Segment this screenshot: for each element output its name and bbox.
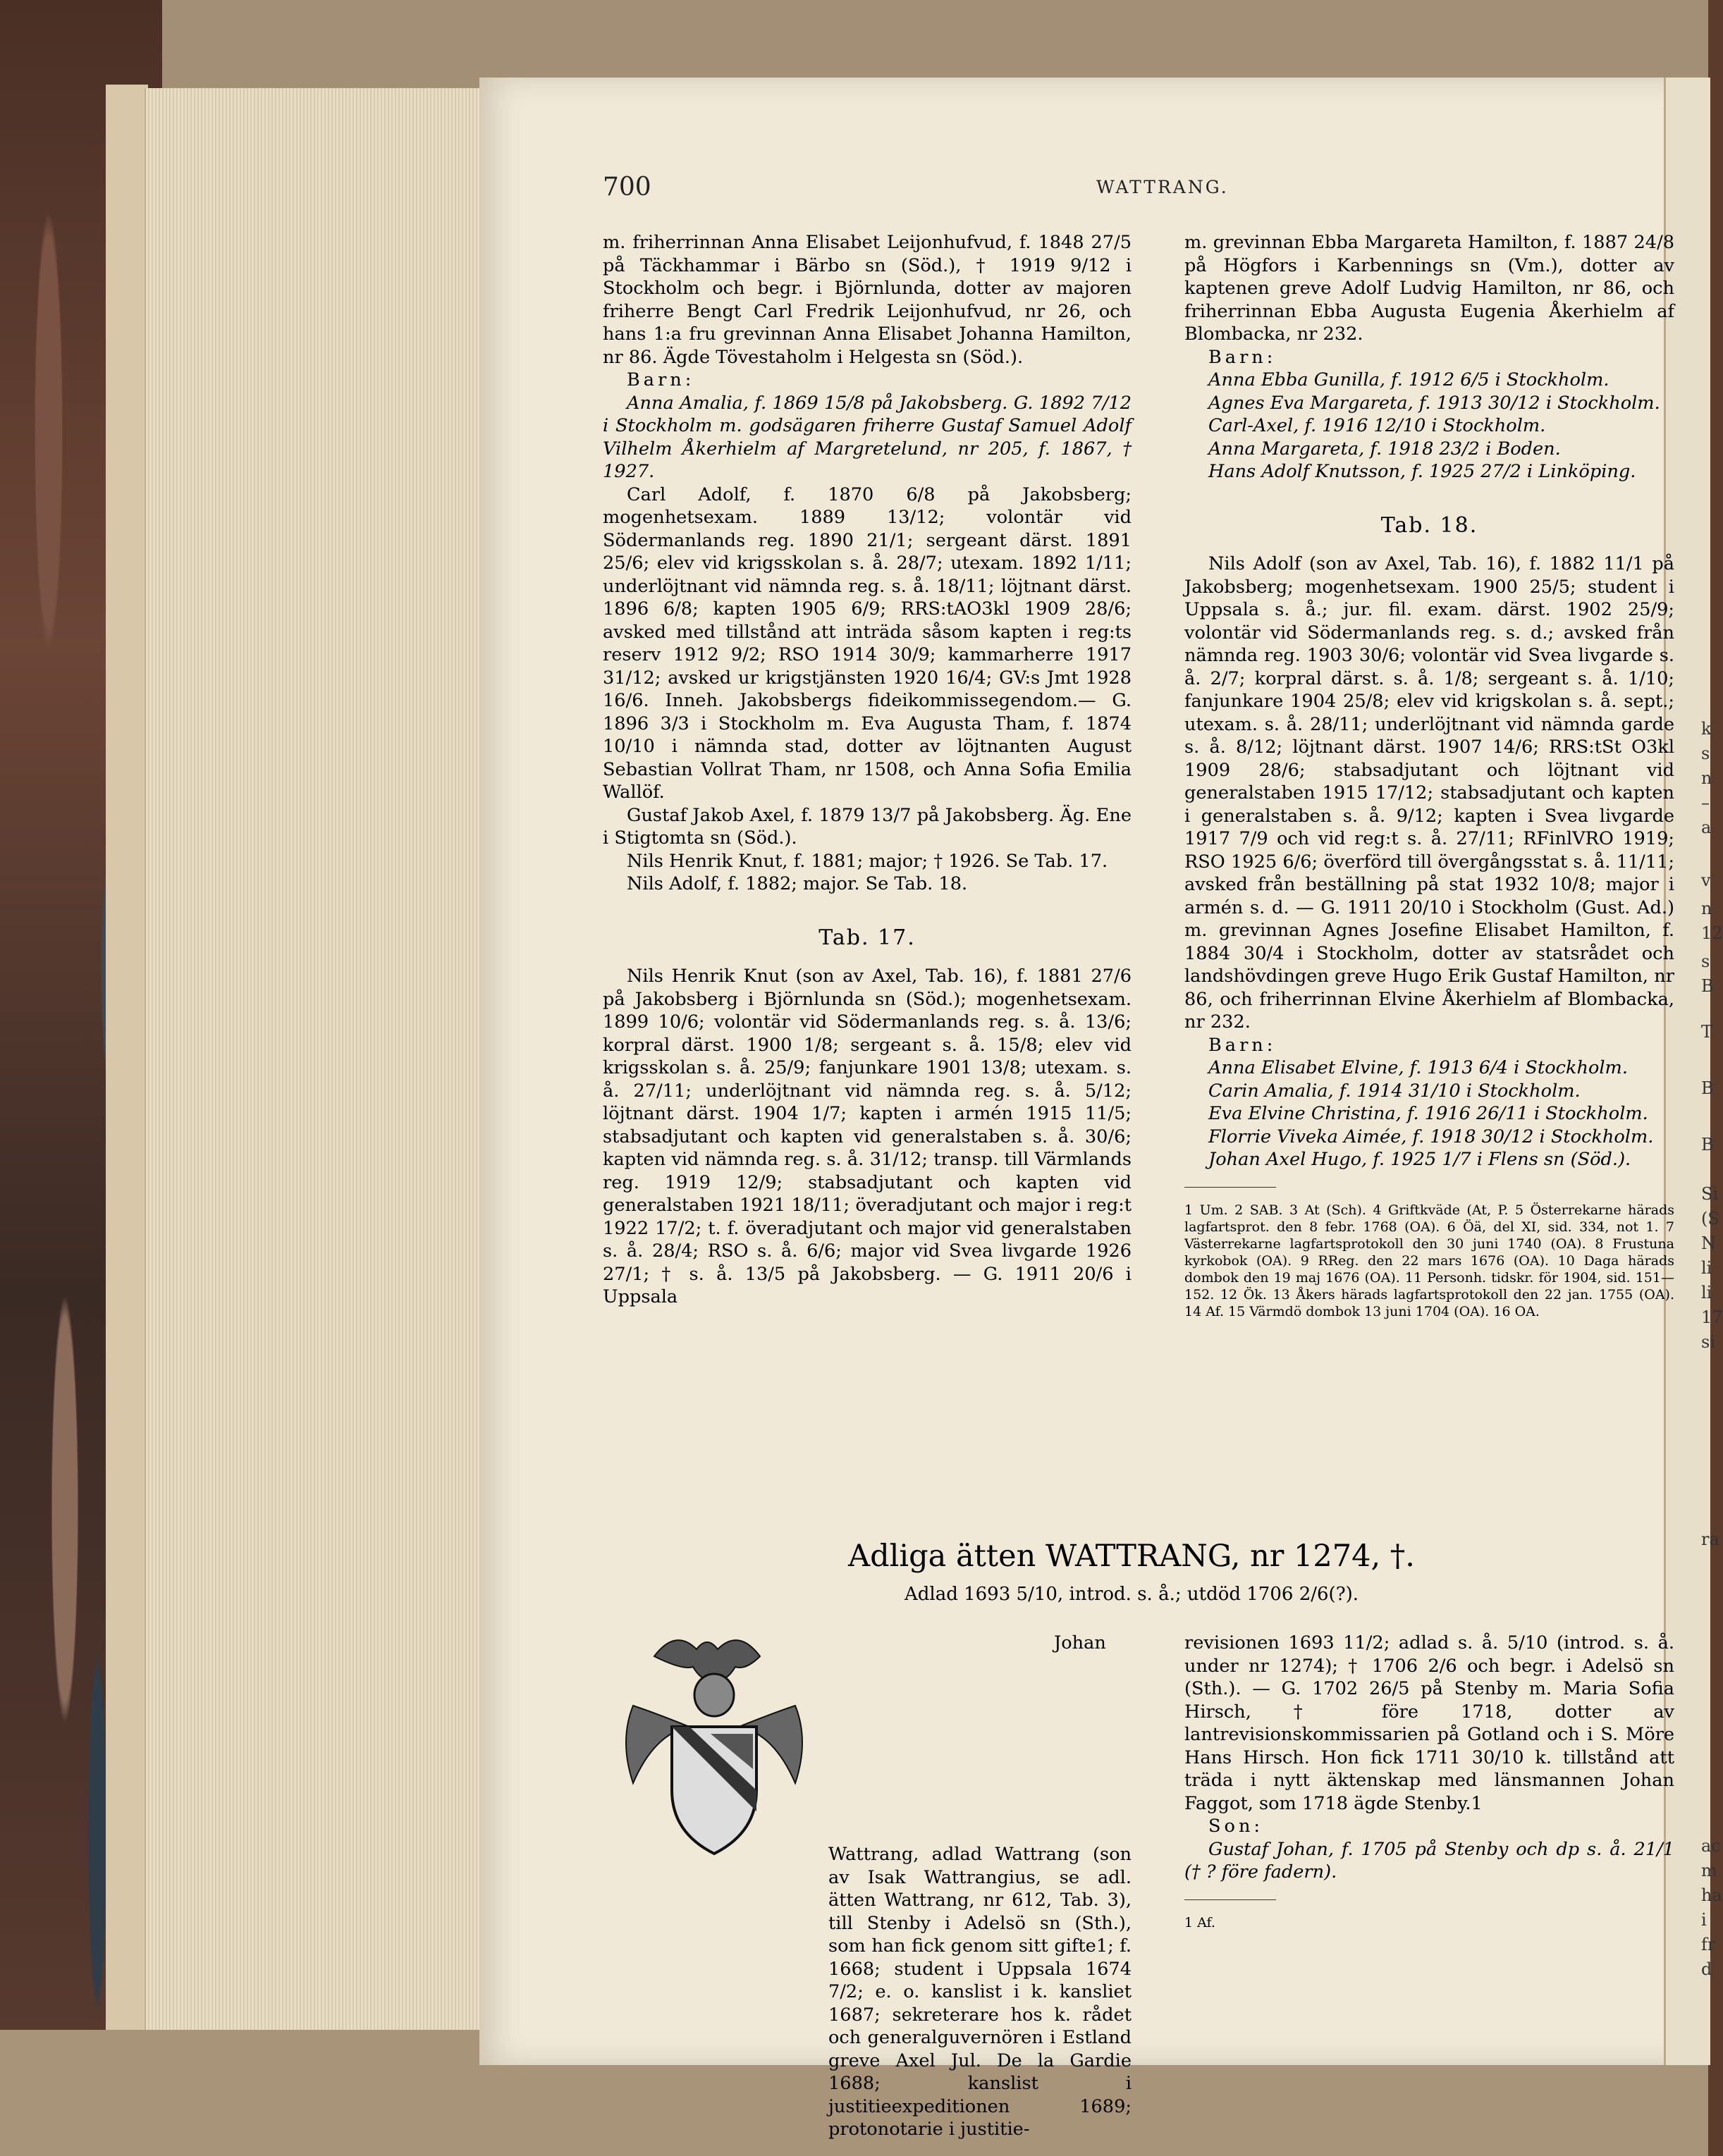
children-heading: Barn:	[627, 369, 695, 390]
margin-fragment: si	[1701, 1332, 1715, 1352]
margin-fragment: v	[1701, 870, 1711, 890]
footnotes: 1 Um. 2 SAB. 3 At (Sch). 4 Griftkväde (At, P. 5 Österrekarne härads lagfartsprot. den 8 febr. 1768 (OA). 6 Öä, del XI, sid. 334, not 1. 7 Västerrekarne lagfartsprotokoll den 30 juni 1740 (OA). 8 Frustuna kyrkobok (OA). 9 RReg. den 22 mars 1676 (OA). 10 Daga härads dombok den 19 maj 1676 (OA). 11 Personh. tidskr. för 1904, sid. 151—152. 12 Ök. 13 Åkers härads lagfartsprotokoll den 22 jan. 1755 (OA). 14 Af. 15 Värmdö dombok 13 juni 1704 (OA). 16 OA.	[1184, 1202, 1674, 1319]
margin-fragment: Si	[1701, 1184, 1719, 1204]
child-entry: Nils Henrik Knut, f. 1881; major; † 1926. Se Tab. 17.	[627, 850, 1108, 872]
section-left-column	[603, 1632, 1132, 2141]
margin-fragment: N	[1701, 1233, 1716, 1253]
margin-fragment: d	[1701, 1959, 1712, 1979]
child-entry: Gustaf Jakob Axel, f. 1879 13/7 på Jakobsberg. Äg. Ene i Stigtomta sn (Söd.).	[603, 804, 1132, 849]
children-heading: Barn:	[1208, 346, 1277, 368]
margin-fragment: B	[1701, 1135, 1714, 1154]
margin-fragment: n	[1701, 899, 1712, 918]
footnote-rule	[1184, 1187, 1276, 1188]
margin-fragment: fr	[1701, 1935, 1716, 1954]
child-entry: Nils Adolf, f. 1882; major. Se Tab. 18.	[627, 873, 968, 894]
section-subtitle: Adlad 1693 5/10, introd. s. å.; utdöd 1706 2/6(?).	[904, 1584, 1359, 1605]
right-column	[1184, 231, 1674, 1320]
footnotes: 1 Af.	[1184, 1914, 1215, 1930]
margin-fragment: li	[1701, 1283, 1712, 1302]
section-right-column	[1184, 1632, 1674, 1931]
footnote-rule	[1184, 1899, 1276, 1900]
child-entry: Hans Adolf Knutsson, f. 1925 27/2 i Linköping.	[1208, 461, 1636, 482]
margin-fragment: ha	[1701, 1885, 1722, 1905]
margin-fragment: 17	[1701, 1307, 1723, 1327]
cover-edge	[106, 85, 148, 2044]
margin-fragment: k	[1701, 719, 1712, 739]
paragraph: m. grevinnan Ebba Margareta Hamilton, f. 1887 24/8 på Högfors i Karbennings sn (Vm.), dotter av kaptenen greve Adolf Ludvig Hamilton, nr 86, och friherrinnan Ebba Augusta Eugenia Åkerhielm af Blombacka, nr 232.	[1184, 232, 1674, 345]
paragraph: m. friherrinnan Anna Elisabet Leijonhufvud, f. 1848 27/5 på Täckhammar i Bärbo sn (Söd.), † 1919 9/12 i Stockholm och begr. i Björnlunda, dotter av majoren friherre Bengt Carl Fredrik Leijonhufvud, nr 26, och hans 1:a fru grevinnan Anna Elisabet Johanna Hamilton, nr 86. Ägde Tövestaholm i Helgesta sn (Söd.).	[603, 232, 1132, 368]
child-entry: Carl Adolf, f. 1870 6/8 på Jakobsberg; mogenhetsexam. 1889 13/12; volontär vid Södermanlands reg. 1890 21/1; sergeant därst. 1891 25/6; elev vid krigsskolan s. å. 28/7; utexam. 1892 1/11; underlöjtnant vid nämnda reg. s. å. 18/11; löjtnant därst. 1896 6/8; kapten 1905 6/9; RRS:tAO3kl 1909 28/6; avsked med tillstånd att inträda såsom kapten i reg:ts reserv 1912 9/2; RSO 1914 30/9; kammarherre 1917 31/12; avsked ur krigstjänsten 1920 16/4; GV:s Jmt 1928 16/6. Inneh. Jakobsbergs fideikommissegendom.— G. 1896 3/3 i Stockholm m. Eva Augusta Tham, f. 1874 10/10 i nämnda stad, dotter av löjtnanten August Sebastian Vollrat Tham, nr 1508, och Anna Sofia Emilia Wallöf.	[603, 483, 1132, 803]
margin-fragment: ac	[1701, 1836, 1721, 1856]
section-title: Adliga ätten WATTRANG, nr 1274, †.	[848, 1539, 1415, 1574]
page-stack	[145, 88, 484, 2033]
son-heading: Son:	[1208, 1816, 1264, 1837]
paragraph: Nils Henrik Knut (son av Axel, Tab. 16), f. 1881 27/6 på Jakobsberg i Björnlunda sn (Söd.); mogenhetsexam. 1899 10/6; volontär vid Södermanlands reg. s. å. 13/6; korpral därst. 1900 1/8; sergeant s. å. 15/8; elev vid krigsskolan s. å. 25/9; fanjunkare 1901 13/8; utexam. s. å. 27/11; underlöjtnant vid nämnda reg. s. å. 5/12; löjtnant därst. 1904 1/7; kapten i armén 1915 11/5; stabsadjutant och kapten vid generalstaben s. å. 30/6; kapten vid nämnda reg. s. å. 31/12; transp. till Värmlands reg. 1919 12/9; stabsadjutant och kapten vid generalstaben 1921 18/11; överadjutant och major i reg:t 1922 17/2; t. f. överadjutant och major vid generalstaben s. å. 28/4; RSO s. å. 6/6; major vid Svea livgarde 1926 27/1; † s. å. 13/5 på Jakobsberg. — G. 1911 20/6 i Uppsala	[603, 966, 1132, 1307]
child-entry: Anna Ebba Gunilla, f. 1912 6/5 i Stockholm.	[1208, 369, 1609, 390]
coat-of-arms-spacer	[828, 1632, 1054, 1843]
table-heading: Tab. 18.	[1380, 512, 1478, 538]
paragraph: revisionen 1693 11/2; adlad s. å. 5/10 (introd. s. å. under nr 1274); † 1706 2/6 och begr. i Adelsö sn (Sth.). — G. 1702 26/5 på Stenby m. Maria Sofia Hirsch, † före 1718, dotter av lantrevisionskommissarien på Gotland och i S. Möre Hans Hirsch. Hon fick 1711 30/10 k. tillstånd att träda i nytt äktenskap med länsmannen Johan Faggot, som 1718 ägde Stenby.1	[1184, 1632, 1674, 1814]
paragraph: Nils Adolf (son av Axel, Tab. 16), f. 1882 11/1 på Jakobsberg; mogenhetsexam. 1900 25/5; student i Uppsala s. å.; jur. fil. exam. därst. 1902 25/9; volontär vid Södermanlands reg. s. d.; avsked från nämnda reg. 1903 30/6; volontär vid Svea livgarde s. å. 2/7; korpral därst. s. å. 1/8; sergeant s. å. 1/10; fanjunkare 1904 25/8; elev vid krigskolan s. å. sept.; utexam. s. å. 28/11; underlöjtnant vid nämnda garde s. å. 8/12; löjtnant därst. 1907 14/6; RRS:tSt O3kl 1909 28/6; stabsadjutant och löjtnant vid generalstaben 1915 17/12; stabsadjutant och kapten i generalstaben s. å. 9/12; kapten i Svea livgarde 1917 7/9 och vid reg:t s. å. 27/11; RFinlVRO 1919; RSO 1925 6/6; överförd till övergångsstat s. å. 11/11; avsked från beställning på stat 1932 10/8; major i armén s. d. — G. 1911 20/10 i Stockholm (Gust. Ad.) m. grevinnan Agnes Josefine Elisabet Hamilton, f. 1884 30/4 i Stockholm, dotter av statsrådet och landshövdingen greve Hugo Erik Gustaf Hamilton, nr 86, och friherrinnan Elvine Åkerhielm af Blombacka, nr 232.	[1184, 553, 1674, 1033]
running-header	[603, 173, 1660, 201]
child-entry: Anna Margareta, f. 1918 23/2 i Boden.	[1208, 438, 1561, 460]
child-entry: Carl-Axel, f. 1916 12/10 i Stockholm.	[1208, 415, 1546, 436]
margin-fragment: m	[1701, 1861, 1717, 1880]
child-entry: Eva Elvine Christina, f. 1916 26/11 i Stockholm.	[1208, 1103, 1648, 1124]
margin-fragment: li	[1701, 1258, 1712, 1278]
margin-fragment: n	[1701, 768, 1712, 788]
paragraph: Johan Wattrang, adlad Wattrang (son av Isak Wattrangius, se adl. ätten Wattrang, nr 612, Tab. 3), till Stenby i Adelsö sn (Sth.), som han fick genom sitt gifte1; f. 1668; student i Uppsala 1674 7/2; e. o. kanslist i k. kansliet 1687; sekreterare hos k. rådet och generalguvernören i Estland greve Axel Jul. De la Gardie 1688; kanslist i justitieexpeditionen 1689; protonotarie i justitie-	[828, 1632, 1132, 2140]
margin-fragment: B	[1701, 976, 1714, 996]
margin-fragment: ra	[1701, 1529, 1719, 1549]
margin-fragment: T	[1701, 1022, 1713, 1042]
child-entry: Carin Amalia, f. 1914 31/10 i Stockholm.	[1208, 1080, 1581, 1102]
margin-fragment: (S	[1701, 1209, 1719, 1228]
child-entry: Anna Elisabet Elvine, f. 1913 6/4 i Stockholm.	[1208, 1057, 1628, 1078]
child-entry: Anna Amalia, f. 1869 15/8 på Jakobsberg. G. 1892 7/12 i Stockholm m. godsägaren friherre Gustaf Samuel Adolf Vilhelm Åkerhielm af Margretelund, nr 205, f. 1867, † 1927.	[603, 392, 1132, 482]
margin-fragment: s	[1701, 951, 1710, 971]
children-heading: Barn:	[1208, 1034, 1277, 1056]
margin-fragment: s	[1701, 744, 1710, 763]
page-number: 700	[603, 173, 651, 202]
margin-fragment: i	[1701, 1910, 1707, 1930]
running-title: WATTRANG.	[1096, 177, 1229, 197]
left-column	[603, 231, 1132, 1309]
margin-fragment: –	[1701, 793, 1710, 813]
child-entry: Gustaf Johan, f. 1705 på Stenby och dp s. å. 21/1 († ? före fadern).	[1184, 1838, 1674, 1883]
margin-fragment: 12	[1701, 923, 1723, 943]
margin-fragment: a	[1701, 818, 1712, 837]
child-entry: Florrie Viveka Aimée, f. 1918 30/12 i Stockholm.	[1208, 1126, 1654, 1147]
table-heading: Tab. 17.	[818, 925, 916, 950]
child-entry: Agnes Eva Margareta, f. 1913 30/12 i Stockholm.	[1208, 392, 1660, 414]
child-entry: Johan Axel Hugo, f. 1925 1/7 i Flens sn (Söd.).	[1208, 1149, 1631, 1170]
margin-fragment: B	[1701, 1078, 1714, 1098]
